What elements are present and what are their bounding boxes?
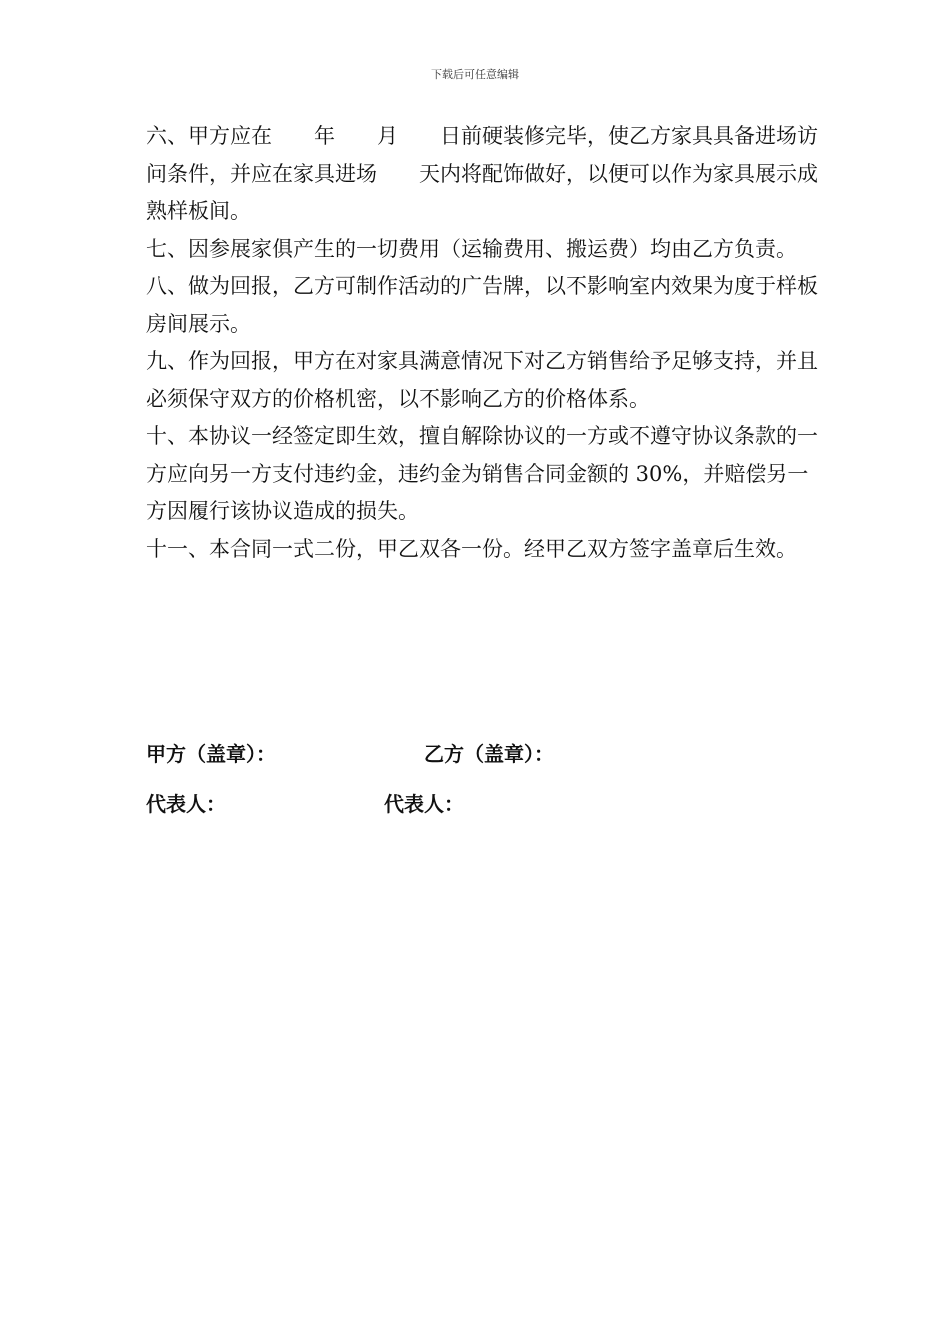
party-a-seal-label: 甲方（盖章）： [146,742,276,766]
clause-9: 九、作为回报，甲方在对家具满意情况下对乙方销售给予足够支持，并且必须保守双方的价格机密，以不影响乙方的价格体系。 [146,349,818,411]
seal-row [146,738,554,767]
clause-7: 七、因参展家俱产生的一切费用（运输费用、搬运费）均由乙方负责。 [146,236,797,261]
clause-6: 六、甲方应在 年 月 日前硬装修完毕，使乙方家具具备进场访问条件，并应在家具进场 天内将配饰做好，以便可以作为家具展示成熟样板间。 [146,124,818,223]
representative-row [146,788,464,817]
clause-10: 十、本协议一经签定即生效，擅自解除协议的一方或不遵守协议条款的一方应向另一方支付违约金，违约金为销售合同金额的 30%，并赔偿另一方因履行该协议造成的损失。 [146,424,818,523]
party-b-seal-label: 乙方（盖章）： [424,742,554,766]
clause-8: 八、做为回报，乙方可制作活动的广告牌，以不影响室内效果为度于样板房间展示。 [146,274,818,336]
party-a-representative-label: 代表人： [146,792,226,816]
party-b-representative-label: 代表人： [384,792,464,816]
page-header-note: 下载后可任意编辑 [431,68,519,81]
contract-body [146,118,826,568]
clause-11: 十一、本合同一式二份，甲乙双各一份。经甲乙双方签字盖章后生效。 [146,536,797,561]
